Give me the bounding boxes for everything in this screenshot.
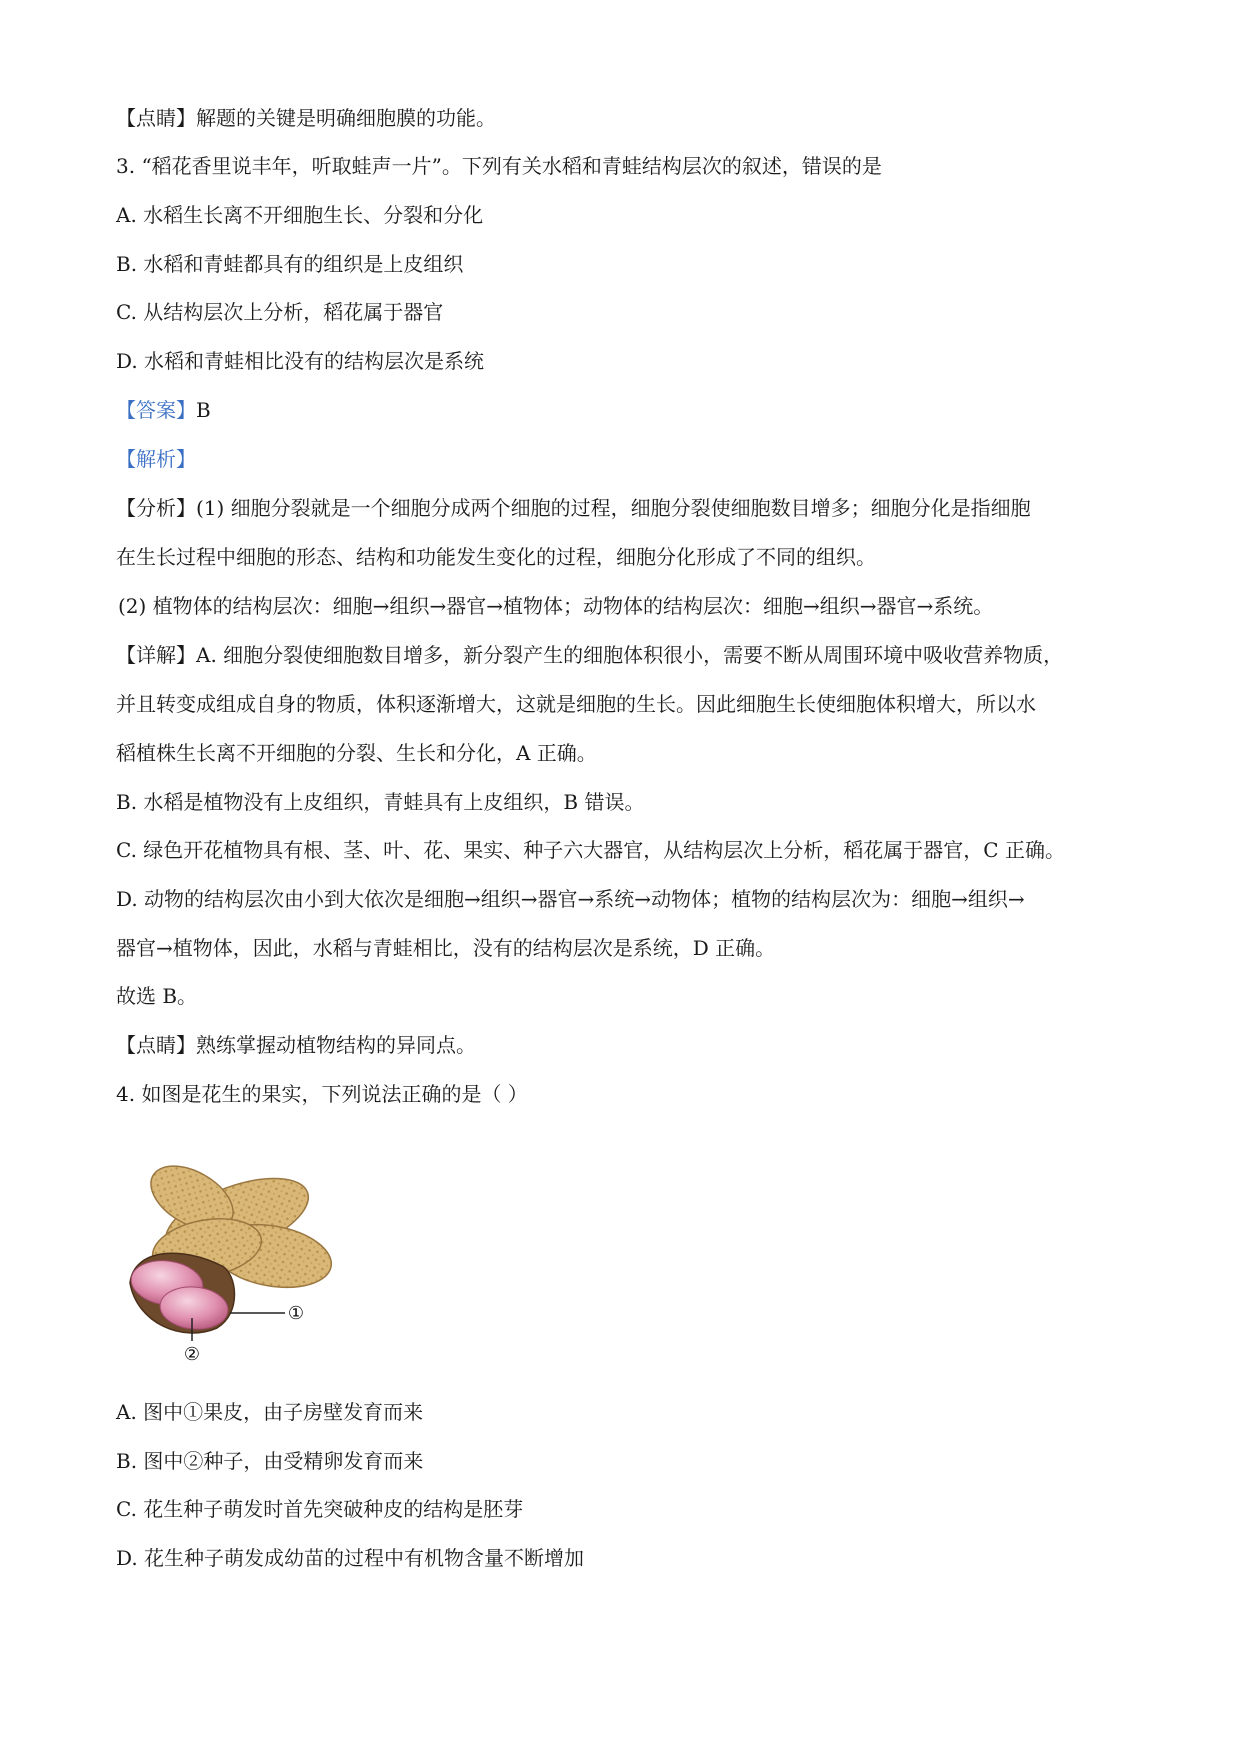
question-4-option-a: A. 图中①果皮，由子房壁发育而来 — [116, 1400, 424, 1424]
detail-d-1: D. 动物的结构层次由小到大依次是细胞→组织→器官→系统→动物体；植物的结构层次为：细胞→组织→ — [116, 887, 1025, 911]
analysis-line-3: (2) 植物体的结构层次：细胞→组织→器官→植物体；动物体的结构层次：细胞→组织→器官→系统。 — [118, 594, 994, 618]
question-4-option-d: D. 花生种子萌发成幼苗的过程中有机物含量不断增加 — [116, 1546, 585, 1570]
tip-line-2: 【点睛】熟练掌握动植物结构的异同点。 — [116, 1033, 476, 1057]
question-3-stem: 3. “稻花香里说丰年，听取蛙声一片”。下列有关水稻和青蛙结构层次的叙述，错误的是 — [116, 154, 882, 178]
answer-label: 【答案】 — [116, 398, 196, 422]
answer-line — [116, 396, 1146, 424]
peanut-figure — [122, 1138, 352, 1368]
question-4-stem: 4. 如图是花生的果实，下列说法正确的是（ ） — [116, 1082, 528, 1106]
question-3-option-c: C. 从结构层次上分析，稻花属于器官 — [116, 300, 444, 324]
question-4-option-c: C. 花生种子萌发时首先突破种皮的结构是胚芽 — [116, 1497, 524, 1521]
detail-c: C. 绿色开花植物具有根、茎、叶、花、果实、种子六大器官，从结构层次上分析，稻花属于器官，C 正确。 — [116, 838, 1065, 862]
tip-line-1: 【点睛】解题的关键是明确细胞膜的功能。 — [116, 106, 496, 130]
question-3-option-b: B. 水稻和青蛙都具有的组织是上皮组织 — [116, 252, 464, 276]
analysis-line-1: 【分析】(1) 细胞分裂就是一个细胞分成两个细胞的过程，细胞分裂使细胞数目增多；细胞分化是指细胞 — [116, 496, 1031, 520]
analysis-line-2: 在生长过程中细胞的形态、结构和功能发生变化的过程，细胞分化形成了不同的组织。 — [116, 545, 876, 569]
detail-line-3: 稻植株生长离不开细胞的分裂、生长和分化，A 正确。 — [116, 741, 597, 765]
analysis-label: 【解析】 — [116, 447, 196, 471]
detail-line-1: 【详解】A. 细胞分裂使细胞数目增多，新分裂产生的细胞体积很小，需要不断从周围环境中吸收营养物质， — [116, 643, 1064, 667]
detail-line-2: 并且转变成组成自身的物质，体积逐渐增大，这就是细胞的生长。因此细胞生长使细胞体积增大，所以水 — [116, 692, 1036, 716]
question-3-option-a: A. 水稻生长离不开细胞生长、分裂和分化 — [116, 203, 484, 227]
conclusion: 故选 B。 — [116, 984, 198, 1008]
label-1: ① — [287, 1303, 305, 1324]
label-2: ② — [183, 1344, 201, 1365]
question-4-option-b: B. 图中②种子，由受精卵发育而来 — [116, 1449, 424, 1473]
detail-b: B. 水稻是植物没有上皮组织，青蛙具有上皮组织，B 错误。 — [116, 790, 645, 814]
answer-value: B — [196, 398, 211, 422]
detail-d-2: 器官→植物体，因此，水稻与青蛙相比，没有的结构层次是系统，D 正确。 — [116, 936, 776, 960]
question-3-option-d: D. 水稻和青蛙相比没有的结构层次是系统 — [116, 349, 485, 373]
